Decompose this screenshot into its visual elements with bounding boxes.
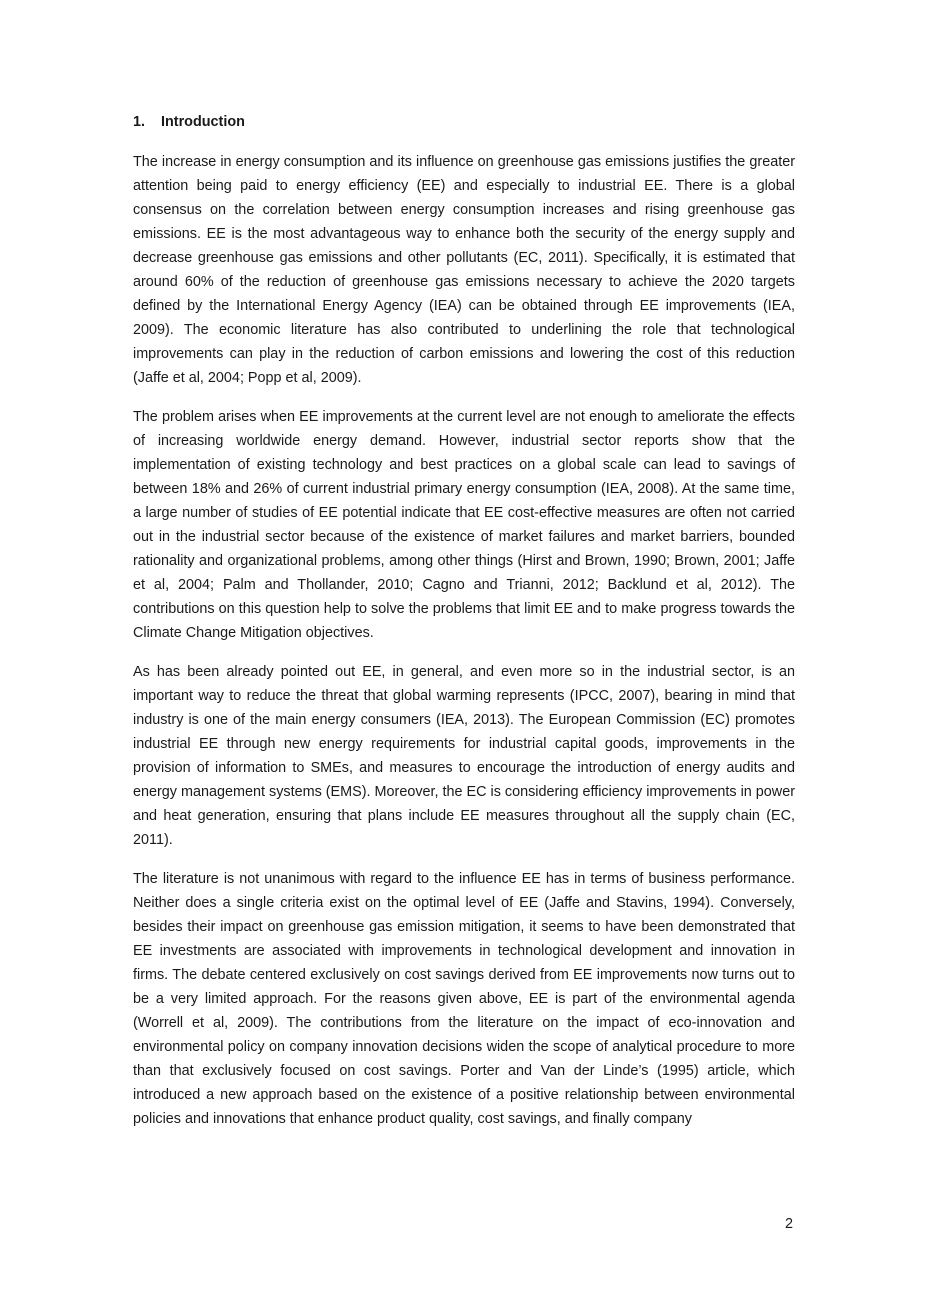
section-heading (133, 111, 795, 133)
paragraph-2: The problem arises when EE improvements at the current level are not enough to ameliorate the effects of increasing worldwide energy demand. However, industrial sector reports show that the implementation of existing technology and best practices on a global scale can lead to savings of between 18% and 26% of current industrial primary energy consumption (IEA, 2008). At the same time, a large number of studies of EE potential indicate that EE cost-effective measures are often not carried out in the industrial sector because of the existence of market failures and market barriers, bounded rationality and organizational problems, among other things (Hirst and Brown, 1990; Brown, 2001; Jaffe et al, 2004; Palm and Thollander, 2010; Cagno and Trianni, 2012; Backlund et al, 2012). The contributions on this question help to solve the problems that limit EE and to make progress towards the Climate Change Mitigation objectives. (133, 409, 795, 641)
paragraph-3: As has been already pointed out EE, in general, and even more so in the industrial sector, is an important way to reduce the threat that global warming represents (IPCC, 2007), bearing in mind that industry is one of the main energy consumers (IEA, 2013). The European Commission (EC) promotes industrial EE through new energy requirements for industrial capital goods, improvements in the provision of information to SMEs, and measures to encourage the introduction of energy audits and energy management systems (EMS). Moreover, the EC is considering efficiency improvements in power and heat generation, ensuring that plans include EE measures throughout all the supply chain (EC, 2011). (133, 664, 795, 848)
paragraph-4: The literature is not unanimous with regard to the influence EE has in terms of business performance. Neither does a single criteria exist on the optimal level of EE (Jaffe and Stavins, 1994). Conversely, besides their impact on greenhouse gas emission mitigation, it seems to have been demonstrated that EE investments are associated with improvements in technological development and innovation in firms. The debate centered exclusively on cost savings derived from EE improvements now turns out to be a very limited approach. For the reasons given above, EE is part of the environmental agenda (Worrell et al, 2009). The contributions from the literature on the impact of eco-innovation and environmental policy on company innovation decisions widen the scope of analytical procedure to more than that exclusively focused on cost savings. Porter and Van der Linde’s (1995) article, which introduced a new approach based on the existence of a positive relationship between environmental policies and innovations that enhance product quality, cost savings, and finally company (133, 871, 795, 1127)
page-body (133, 111, 795, 1146)
paragraph-1: The increase in energy consumption and its influence on greenhouse gas emissions justifies the greater attention being paid to energy efficiency (EE) and especially to industrial EE. There is a global consensus on the correlation between energy consumption increases and rising greenhouse gas emissions. EE is the most advantageous way to enhance both the security of the energy supply and decrease greenhouse gas emissions and other pollutants (EC, 2011). Specifically, it is estimated that around 60% of the reduction of greenhouse gas emissions necessary to achieve the 2020 targets defined by the International Energy Agency (IEA) can be obtained through EE improvements (IEA, 2009). The economic literature has also contributed to underlining the role that technological improvements can play in the reduction of carbon emissions and lowering the cost of this reduction (Jaffe et al, 2004; Popp et al, 2009). (133, 154, 795, 386)
section-number: 1. (133, 114, 146, 130)
section-title: Introduction (161, 114, 245, 130)
page-number: 2 (784, 1216, 793, 1232)
